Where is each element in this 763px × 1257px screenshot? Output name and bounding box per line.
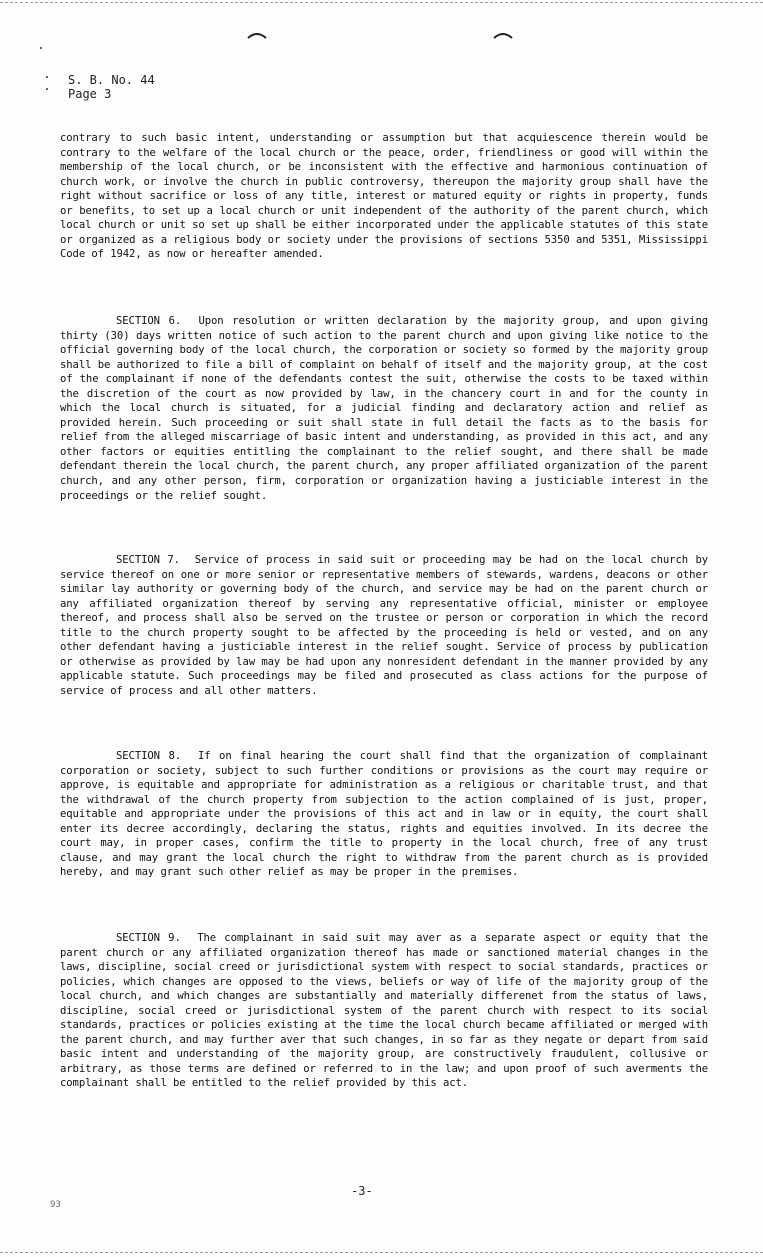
page-bottom-border [0, 1252, 763, 1253]
scan-speck [46, 76, 48, 78]
section-7 [60, 553, 708, 698]
scan-speck [46, 88, 48, 90]
scan-speck [40, 47, 42, 49]
section-heading: SECTION 7. [116, 554, 180, 566]
section-text: Service of process in said suit or proceeding may be had on the local church by service thereof on one or more senior or representative members of stewards, wardens, deacons or other similar lay authority or governing body of the church, and service may be had on the parent church or any affiliated organization thereof by serving any representative official, minister or employee thereof, and process shall also be served on the trustee or person or corporation in which the record title to the church property sought to be affected by the proceeding is held or vested, and on any other defendant having a justiciable interest in the relief sought. Service of process by publication or otherwise as provided by law may be had upon any nonresident defendant in the manner provided by any applicable statute. Such proceedings may be filed and prosecuted as class actions for the purpose of service of process and all other matters. [60, 554, 708, 697]
section-text: Upon resolution or written declaration by the majority group, and upon giving thirty (30) days written notice of such action to the parent church and upon giving like notice to the official governing body of the local church, the corporation or society so formed by the majority group shall be authorized to file a bill of complaint on behalf of itself and the majority group, at the cost of the complainant if none of the defendants contest the suit, otherwise the costs to be taxed within the discretion of the court as now provided by law, in the chancery court in and for the county in which the local church is situated, for a judicial finding and declaratory action and relief as provided herein. Such proceeding or suit shall state in full detail the facts as to the basis for relief from the alleged miscarriage of basic intent and understanding, as provided in this act, and any other factors or equities entitling the complainant to the relief sought, and there shall be made defendant therein the local church, the parent church, any proper affiliated organization of the parent church, and any other person, firm, corporation or organization having a justiciable interest in the proceedings or the relief sought. [60, 315, 708, 502]
bill-number: S. B. No. 44 [68, 73, 155, 87]
paragraph-text: contrary to such basic intent, understanding or assumption but that acquiescence therein would be contrary to the welfare of the local church or the peace, order, friendliness or good will within the membership of the local church, or be inconsistent with the effective and harmonious continuation of church work, or involve the church in public controversy, thereupon the majority group shall have the right without sacrifice or loss of any title, interest or matured equity or rights in property, funds or benefits, to set up a local church or unit independent of the authority of the parent church, which local church or unit so set up shall be either incorporated under the applicable statutes of this state or organized as a religious body or society under the provisions of sections 5350 and 5351, Mississippi Code of 1942, as now or hereafter amended. [60, 132, 708, 261]
footer-mark: 93 [50, 1200, 61, 1210]
page-label: Page 3 [68, 87, 112, 101]
binding-mark-right [493, 30, 513, 40]
continued-paragraph [60, 131, 708, 262]
document-header [68, 73, 155, 101]
section-8 [60, 749, 708, 880]
section-text: If on final hearing the court shall find that the organization of complainant corporation or society, subject to such further conditions or provisions as the court may require or approve, is equitable and appropriate for administration as a religious or charitable trust, and that the withdrawal of the church property from subjection to the action complained of is just, proper, equitable and appropriate under the provisions of this act and in law or in equity, the court shall enter its decree accordingly, declaring the status, rights and equities involved. In its decree the court may, in proper cases, confirm the title to property in the local church, free of any trust clause, and may grant the local church the right to withdraw from the parent church as is provided hereby, and may grant such other relief as may be proper in the premises. [60, 750, 709, 879]
page-number: -3- [351, 1184, 373, 1198]
section-heading: SECTION 8. [116, 750, 181, 762]
section-9 [60, 931, 708, 1091]
binding-mark-left [247, 30, 267, 40]
section-text: The complainant in said suit may aver as a separate aspect or equity that the parent church or any affiliated organization thereof has made or sanctioned material changes in the laws, discipline, social creed or jurisdictional system with respect to social standards, practices or policies, which changes are opposed to the views, beliefs or way of life of the majority group of the local church, and which changes are substantially and materially differenet from the status of laws, discipline, social creed or jurisdictional system of the parent church with respect to its social standards, practices or policies existing at the time the local church became affiliated or merged with the parent church, and may further aver that such changes, in so far as they negate or depart from said basic intent and understanding of the majority group, are constructively fraudulent, collusive or arbitrary, as those terms are defined or referred to in the law; and upon proof of such averments the complainant shall be entitled to the relief provided by this act. [60, 932, 709, 1090]
section-6 [60, 314, 708, 503]
section-heading: SECTION 6. [116, 315, 182, 327]
page-top-border [0, 2, 763, 3]
section-heading: SECTION 9. [116, 932, 181, 944]
